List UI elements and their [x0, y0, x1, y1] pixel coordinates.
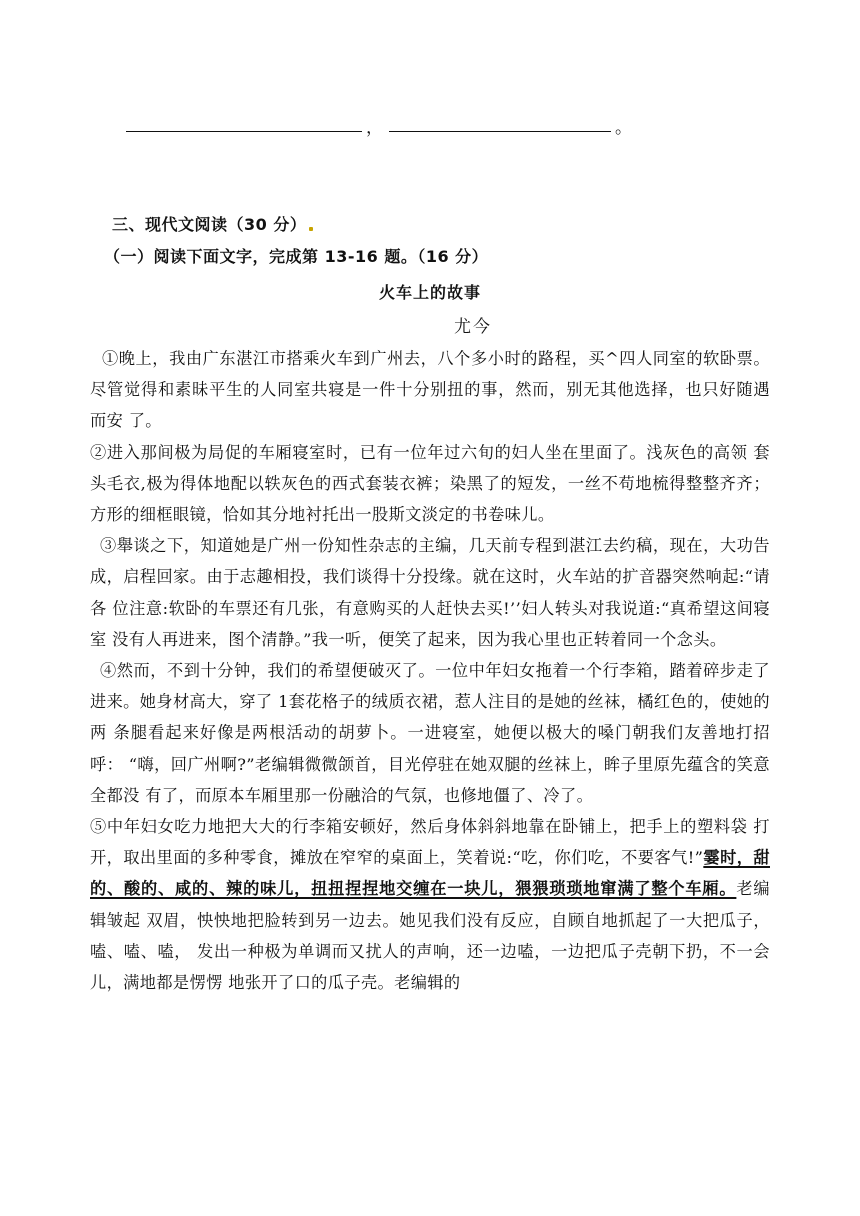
blank-end-punct: 。	[615, 118, 632, 138]
answer-blank-2[interactable]	[389, 130, 611, 132]
section-title-text: 三、现代文阅读（30 分）	[112, 215, 307, 234]
answer-blank-line	[126, 108, 646, 138]
paragraph-5-before: ⑤中年妇女吃力地把大大的行李箱安顿好，然后身体斜斜地靠在卧铺上，把手上的塑料袋 打开，取出里面的多种零食，摊放在窄窄的桌面上，笑着说:“吃，你们吃，不要客气!”	[90, 817, 770, 868]
paragraph-4: ④然而，不到十分钟，我们的希望便破灭了。一位中年妇女拖着一个行李箱，踏着碎步走了 进来。她身材高大，穿了 1套花格子的绒质衣裙，惹人注目的是她的丝袜，橘红色的，使她的两 条腿看起来好像是两根活动的胡萝卜。一进寝室，她便以极大的嗓门朝我们友善地打招呼： “嗨，回广州啊?”老编辑微微颌首，目光停驻在她双腿的丝袜上，眸子里原先蕴含的笑意全都没 有了，而原本车厢里那一份融洽的气氛，也修地僵了、冷了。	[90, 661, 770, 805]
article-author: 尤今	[454, 317, 492, 337]
paragraph-5-after: 老编辑皱起 双眉，怏怏地把脸转到另一边去。她见我们没有反应，自顾自地抓起了一大把瓜子，嗑、嗑、嗑， 发出一种极为单调而又扰人的声响，还一边嗑，一边把瓜子壳朝下扔，不一会儿，满地都是愣愣 地张开了口的瓜子壳。老编辑的	[90, 879, 770, 993]
paragraph-5	[90, 811, 770, 998]
stray-dot-mark	[309, 227, 313, 231]
question-instruction: （一）阅读下面文字，完成第 13-16 题。（16 分）	[104, 247, 489, 266]
paragraph-2: ②进入那间极为局促的车厢寝室时，已有一位年过六旬的妇人坐在里面了。浅灰色的高领 套头毛衣,极为得体地配以轶灰色的西式套装衣裤；染黑了的短发，一丝不苟地梳得整整齐齐； 方形的细框眼镜，恰如其分地衬托出一股斯文淡定的书卷味儿。	[90, 442, 770, 525]
answer-blank-1[interactable]	[126, 130, 362, 132]
paragraph-3: ③舉谈之下，知道她是广州一份知性杂志的主编，几天前专程到湛江去约稿，现在，大功告 成，启程回家。由于志趣相投，我们谈得十分投缘。就在这时，火车站的扩音器突然响起:“请各 位注意:软卧的车票还有几张，有意购买的人赶快去买!’’妇人转头对我说道:“真希望这间寝室 没有人再进来，图个清静。”我一听，便笑了起来，因为我心里也正转着同一个念头。	[90, 536, 770, 649]
paragraph-1: ①晚上，我由广东湛江市搭乘火车到广州去，八个多小时的路程，买^四人同室的软卧票。 尽管觉得和素昧平生的人同室共寝是一件十分别扭的事，然而，别无其他选择，也只好随遇而安 了。	[90, 349, 770, 431]
article-body	[90, 343, 770, 998]
blank-separator: ，	[366, 118, 383, 138]
highlighted-sentence: 霎时，甜 的、酸的、咸的、辣的味儿，扭扭捏捏地交缠在一块儿，猥猥琐琐地窜满了整个车厢。	[90, 848, 770, 899]
article-title: 火车上的故事	[378, 283, 481, 302]
section-title	[112, 212, 313, 235]
